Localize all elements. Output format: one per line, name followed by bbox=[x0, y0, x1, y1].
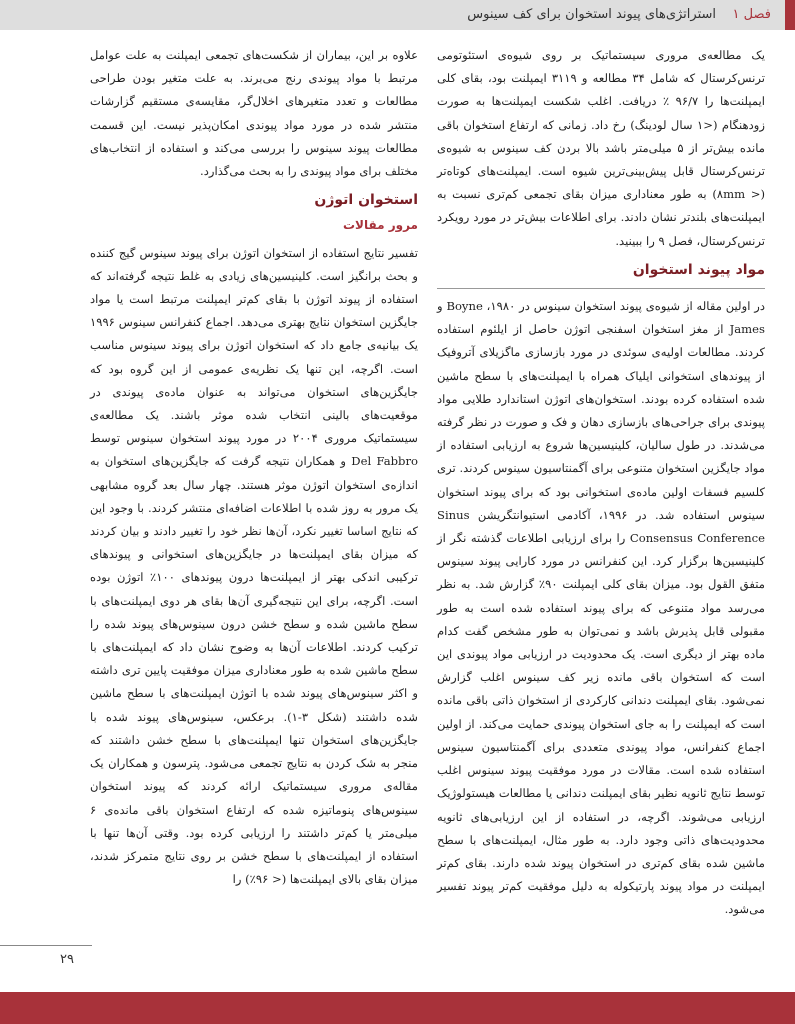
section-heading: استخوان اتوژن bbox=[314, 192, 418, 209]
chapter-title: استراتژی‌های پیوند استخوان برای کف سینوس bbox=[467, 7, 717, 22]
subsection-heading: مرور مقالات bbox=[342, 218, 418, 233]
footer-band bbox=[0, 992, 795, 1024]
paragraph: در اولین مقاله از شیوه‌ی پیوند استخوان سینوس در ۱۹۸۰، Boyne و James از مغز استخوان اسفنجی اتوژن حاصل از ایلئوم استفاده کردند. مطالعات اولیه‌ی سوئدی در مورد بازسازی ماگزیلای آتروفیک از پیوندهای استخوانی ایلیاک همراه با ایمپلنت‌های با سطح ماشین شده استفاده کرده بودند. استخوان‌های اتوژن استاندارد طلایی مواد پیوندی برای جراحی‌های بازسازی دهان و فک و صورت در نظر گرفته می‌شدند. در طول سالیان، کلینیسین‌ها شروع به ارزیابی استفاده از مواد جایگزین استخوان متنوعی برای آگمنتاسیون سینوس کردند. تری کلسیم فسفات اولین ماده‌ی استخوانی بود که برای پیوند استخوان سینوس استفاده شد. در ۱۹۹۶، آکادمی استیوانتگریشن Sinus Consensus Conference را برای ارزیابی اطلاعات گذشته نگر از کلینیسین‌ها برگزار کرد. این کنفرانس در مورد کارایی پیوند سینوس متفق القول بود. میزان بقای کلی ایمپلنت ۹۰٪ گزارش شد. به نظر می‌رسد مواد متنوعی که برای پیوند استفاده شده است به طور مقبولی قابل پذیرش باشد و نمی‌توان به طور مشخص گفت کدام ماده بهتر از دیگری است. یک محدودیت در ارزیابی مواد پیوندی این است که استخوان باقی مانده زیر کف سینوس اغلب گزارش نمی‌شود. بقای ایمپلنت دندانی کارکردی از استخوان ذاتی باقی مانده است که ایمپلنت را به جای استخوان پیوندی حمایت می‌کند. از اولین اجماع کنفرانس، مواد پیوندی متعددی برای آگمنتاسیون سینوس استفاده شده است. مقالات در مورد موفقیت پیوند سینوس اغلب توسط نتایج ثانویه نظیر بقای ایمپلنت دندانی یا مطالعات هیستولوژیک ارزیابی می‌شوند. اگرچه، در استفاده از این ارزیابی‌های ثانویه محدودیت‌های ذاتی وجود دارد. به طور مثال، ایمپلنت‌های با سطح ماشین شده بقای کم‌تری در استخوان پیوند شده دارند. بقای کم‌تر ایمپلنت در مواد پیوند پارتیکوله به دلیل موفقیت کم‌تر پیوند تفسیر می‌شود. bbox=[437, 299, 766, 917]
running-header bbox=[0, 0, 795, 30]
left-column bbox=[90, 44, 418, 891]
paragraph: علاوه بر این، بیماران از شکست‌های تجمعی ایمپلنت به علت عوامل مرتبط با مواد پیوندی رنج می‌برند. به علت متغیر بودن طراحی مطالعات و تعدد متغیرهای اخلال‌گر، مقایسه‌ی مستقیم گزارشات منتشر شده در مورد مواد پیوندی امکان‌پذیر نیست. این قسمت مطالعات پیوند سینوس را بررسی می‌کند و استفاده از انتخاب‌های مختلف برای مواد پیوندی را به بحث می‌گذارد. bbox=[90, 48, 418, 179]
footer-divider bbox=[0, 945, 92, 946]
header-accent-bar bbox=[785, 0, 795, 30]
chapter-label: فصل ۱ bbox=[732, 7, 771, 22]
paragraph: تفسیر نتایج استفاده از استخوان اتوژن برای پیوند سینوس گیج کننده و بحث برانگیز است. کلینیسین‌های زیادی به غلط نتیجه گرفته‌اند که استفاده از پیوند اتوژن با بقای کم‌تر ایمپلنت مرتبط است یا مواد جایگزین استخوان نتایج بهتری می‌دهد. اجماع کنفرانس سینوس ۱۹۹۶ یک بیانیه‌ی جامع داد که استخوان اتوژن برای پیوند سینوس مناسب است. اگرچه، این تنها یک نظریه‌ی عمومی از این گروه بود که جایگزین‌های استخوان می‌تواند به عنوان ماده‌ی پیوندی در موقعیت‌های بالینی انتخاب شده موثر باشند. یک مطالعه‌ی سیستماتیک مروری ۲۰۰۴ در مورد پیوند استخوان سینوس توسط Del Fabbro و همکاران نتیجه گرفت که جایگزین‌های استخوان به اندازه‌ی استخوان اتوژن موثر هستند. چهار سال بعد گروه مشابهی یک مرور به روز شده با اطلاعات اضافه‌ای منتشر کردند. با وجود این که نتایج اساسا تغییر نکرد، آن‌ها نظر خود را تغییر دادند و بیان کردند که میزان بقای ایمپلنت‌ها در جایگزین‌های استخوانی و پیوندهای ترکیبی اندکی بهتر از ایمپلنت‌ها درون پیوندهای ۱۰۰٪ اتوژن بوده است. اگرچه، برای این نتیجه‌گیری آن‌ها بقای هر دوی ایمپلنت‌های با سطح ماشین شده و سطح خشن درون سینوس‌های پیوند شده را ترکیب کردند. اطلاعات آن‌ها به وضوح نشان داد که ایمپلنت‌های با سطح ماشین شده به طور معناداری میزان موفقیت پایین تری داشته و اکثر سینوس‌های پیوند شده با اتوژن ایمپلنت‌های با سطح ماشین شده داشتند (شکل ۳-۱). برعکس، سینوس‌های پیوند شده با جایگزین‌های استخوان تنها ایمپلنت‌های با سطح خشن داشتند که منجر به شک کردن به نتایج تجمعی می‌شود. پترسون و همکاران یک مقاله‌ی مروری سیستماتیک ارائه کردند که پیوند استخوان سینوس‌های پنوماتیزه شده که ارتفاع استخوان باقی مانده‌ی ۶ میلی‌متر یا کم‌تر داشتند را ارزیابی کرده بود. وقتی آن‌ها تنها با استفاده از ایمپلنت‌های با سطح خشن بر روی نتایج متمرکز شدند، میزان بقای بالای ایمپلنت‌ها (< ۹۶٪) را bbox=[90, 245, 418, 887]
section-heading: مواد پیوند استخوان bbox=[437, 259, 765, 289]
paragraph: یک مطالعه‌ی مروری سیستماتیک بر روی شیوه‌ی استئوتومی ترنس‌کرستال که شامل ۳۴ مطالعه و ۳۱۱۹ ایمپلنت بود، بقای کلی ایمپلنت‌ها را ۹۶/۷ ٪ دریافت. اغلب شکست ایمپلنت‌ها به صورت زودهنگام (<۱ سال لودینگ) رخ داد. زمانی که ارتفاع استخوان باقی مانده بیش‌تر از ۵ میلی‌متر باشد بالا بردن کف سینوس به شیوه‌ی ترنس‌کرستال قابل پیش‌بینی‌ترین شیوه است. ایمپلنت‌های کوتاه‌تر (< ۸mm) به طور معناداری میزان بقای تجمعی کم‌تری نسبت به ایمپلنت‌های بلندتر نشان دادند. برای اطلاعات بیش‌تر در مورد رویکرد ترنس‌کرستال، فصل ۹ را ببینید. bbox=[437, 48, 766, 248]
page-number: ۲۹ bbox=[60, 952, 74, 967]
right-column bbox=[437, 44, 765, 922]
header-text bbox=[467, 0, 771, 30]
